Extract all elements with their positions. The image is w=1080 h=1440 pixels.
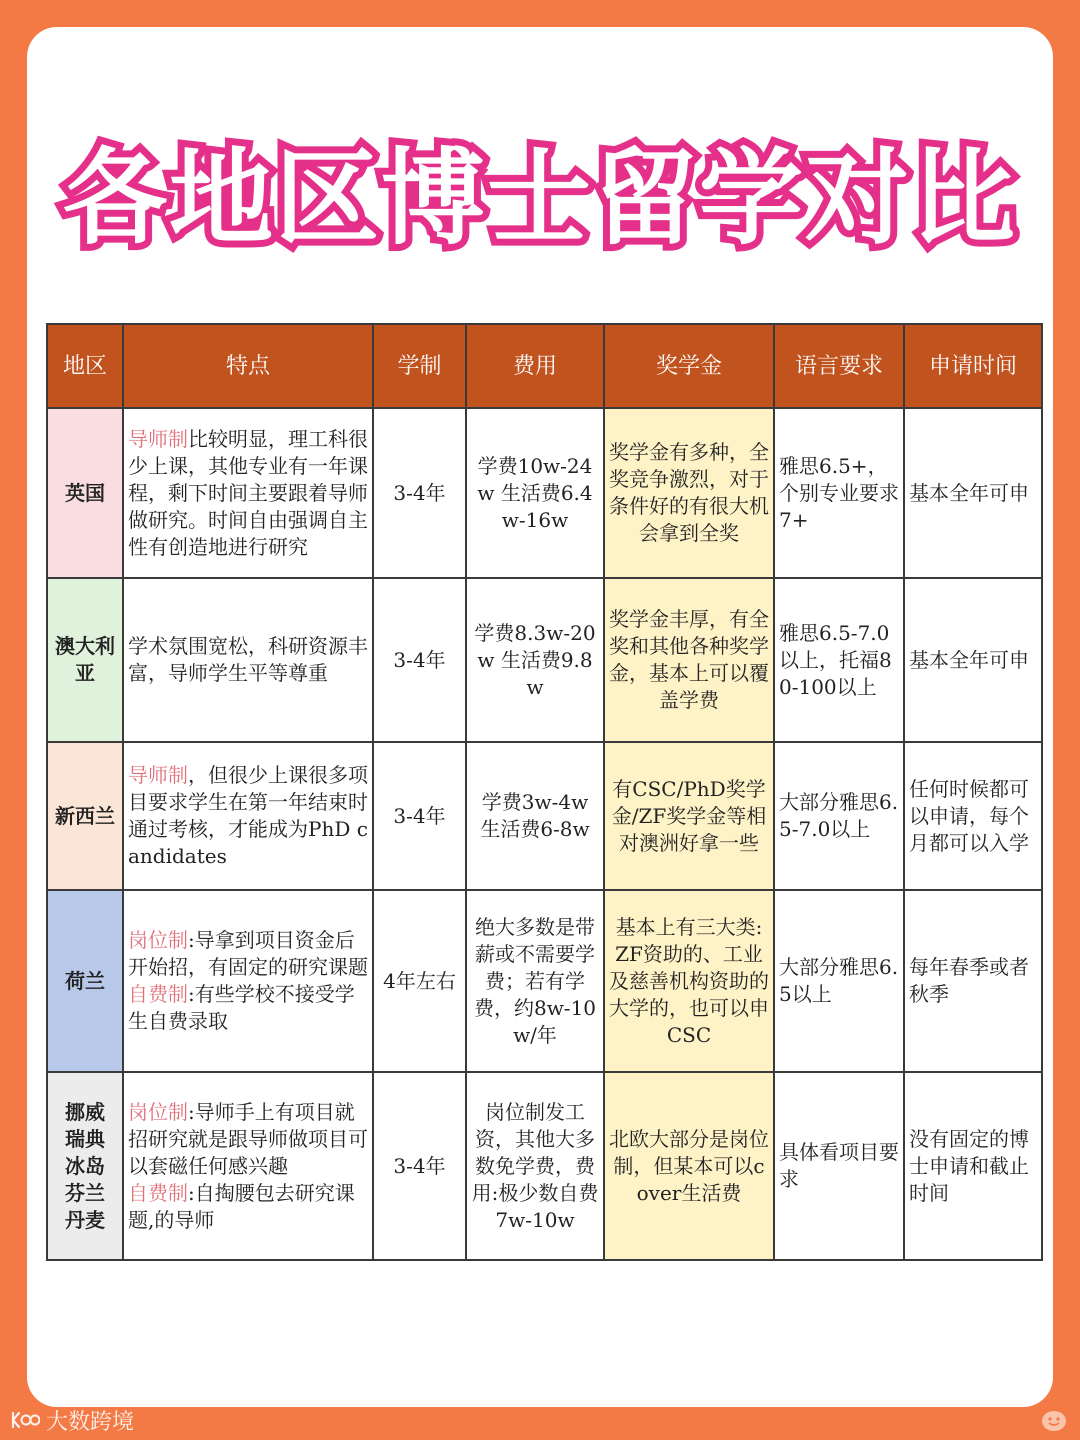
region-cell: 荷兰 [47, 890, 123, 1072]
cost-cell: 学费10w-24w 生活费6.4w-16w [466, 408, 604, 578]
feature-highlight: 自费制 [128, 1180, 188, 1205]
region-cell: 新西兰 [47, 742, 123, 890]
feature-text: :导师手上有项目就招研究就是跟导师做项目可以套磁任何感兴趣 [128, 1099, 368, 1178]
header-row [47, 324, 1042, 408]
language-cell: 雅思6.5+，个别专业要求7+ [774, 408, 904, 578]
watermark [10, 1403, 134, 1437]
features-cell [123, 408, 373, 578]
table-row [47, 578, 1042, 742]
table-row [47, 1072, 1042, 1260]
feature-text: 比较明显，理工科很少上课，其他专业有一年课程，剩下时间主要跟着导师做研究。时间自由强调自主性有创造地进行研究 [128, 426, 368, 559]
apply-time-cell: 基本全年可申 [904, 408, 1042, 578]
feature-highlight: 导师制 [128, 763, 188, 787]
cost-cell: 学费3w-4w 生活费6-8w [466, 742, 604, 890]
language-cell: 具体看项目要求 [774, 1072, 904, 1260]
duration-cell: 3-4年 [373, 1072, 466, 1260]
feature-text: :有些学校不接受学生自费录取 [128, 982, 355, 1033]
apply-time-cell: 任何时候都可以申请，每个月都可以入学 [904, 742, 1042, 890]
features-cell [123, 890, 373, 1072]
scholarship-cell: 奖学金丰厚，有全奖和其他各种奖学金，基本上可以覆盖学费 [604, 578, 774, 742]
region-cell: 澳大利亚 [47, 578, 123, 742]
table-row [47, 890, 1042, 1072]
feature-highlight: 导师制 [128, 426, 188, 451]
feature-highlight: 自费制 [128, 982, 188, 1006]
comparison-table [46, 323, 1043, 1261]
language-cell: 大部分雅思6.5-7.0以上 [774, 742, 904, 890]
header-features: 特点 [123, 324, 373, 408]
language-cell: 大部分雅思6.5以上 [774, 890, 904, 1072]
region-cell: 英国 [47, 408, 123, 578]
apply-time-cell: 没有固定的博士申请和截止时间 [904, 1072, 1042, 1260]
table-row [47, 408, 1042, 578]
page-title: 各地区博士留学对比 [62, 137, 1017, 259]
features-cell [123, 1072, 373, 1260]
watermark-text: 大数跨境 [46, 1409, 135, 1435]
cost-cell: 绝大多数是带薪或不需要学费；若有学费，约8w-10w/年 [466, 890, 604, 1072]
language-cell: 雅思6.5-7.0以上，托福80-100以上 [774, 578, 904, 742]
duration-cell: 4年左右 [373, 890, 466, 1072]
watermark-logo-icon [10, 1409, 40, 1431]
header-region: 地区 [47, 324, 123, 408]
apply-time-cell: 每年春季或者秋季 [904, 890, 1042, 1072]
features-cell [123, 742, 373, 890]
feature-text: :导拿到项目资金后开始招，有固定的研究课题 [128, 928, 368, 979]
feature-highlight: 岗位制 [128, 928, 188, 952]
scholarship-cell: 有CSC/PhD奖学金/ZF奖学金等相对澳洲好拿一些 [604, 742, 774, 890]
apply-time-cell: 基本全年可申 [904, 578, 1042, 742]
header-language: 语言要求 [774, 324, 904, 408]
scholarship-cell: 奖学金有多种，全奖竞争激烈，对于条件好的有很大机会拿到全奖 [604, 408, 774, 578]
features-cell [123, 578, 373, 742]
duration-cell: 3-4年 [373, 742, 466, 890]
header-cost: 费用 [466, 324, 604, 408]
like-icon[interactable] [1040, 1408, 1068, 1434]
header-duration: 学制 [373, 324, 466, 408]
duration-cell: 3-4年 [373, 578, 466, 742]
header-apply-time: 申请时间 [904, 324, 1042, 408]
cost-cell: 学费8.3w-20w 生活费9.8w [466, 578, 604, 742]
feature-text: ，但很少上课很多项目要求学生在第一年结束时 通过考核，才能成为PhD candidates [128, 763, 368, 868]
feature-text: 学术氛围宽松，科研资源丰富，导师学生平等尊重 [128, 634, 368, 685]
duration-cell: 3-4年 [373, 408, 466, 578]
feature-text: :自掏腰包去研究课题,的导师 [128, 1180, 355, 1232]
table-row [47, 742, 1042, 890]
region-cell: 挪威瑞典冰岛芬兰丹麦 [47, 1072, 123, 1260]
scholarship-cell: 北欧大部分是岗位制，但某本可以cover生活费 [604, 1072, 774, 1260]
header-scholarship: 奖学金 [604, 324, 774, 408]
feature-highlight: 岗位制 [128, 1099, 188, 1124]
cost-cell: 岗位制发工资，其他大多数免学费，费用:极少数自费7w-10w [466, 1072, 604, 1260]
scholarship-cell: 基本上有三大类:ZF资助的、工业及慈善机构资助的大学的，也可以申CSC [604, 890, 774, 1072]
